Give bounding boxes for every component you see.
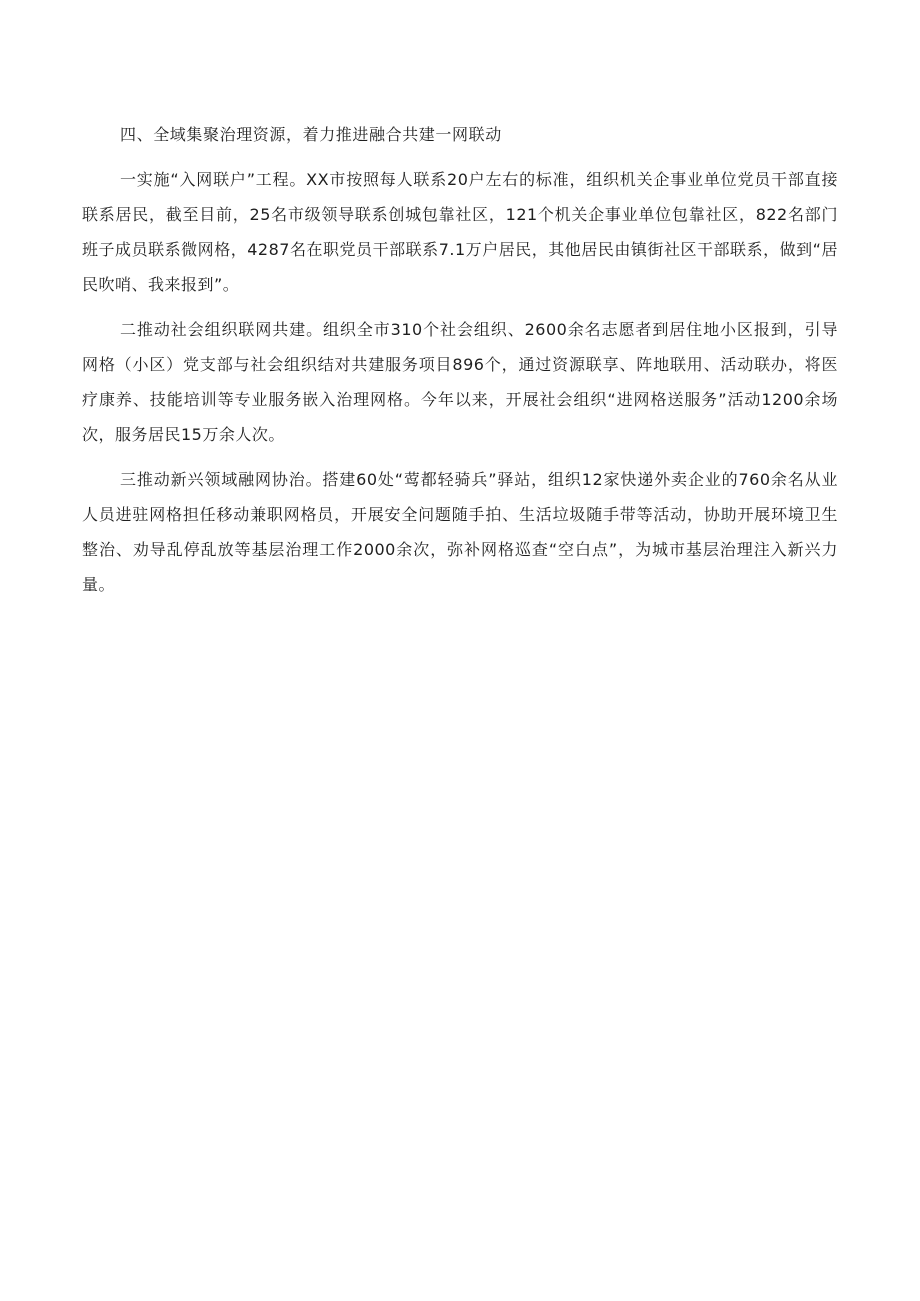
paragraph-new-sectors: 三推动新兴领域融网协治。搭建60处“莺都轻骑兵”驿站，组织12家快递外卖企业的760余名从业人员进驻网格担任移动兼职网格员，开展安全问题随手拍、生活垃圾随手带等活动，协助开展环境卫生整治、劝导乱停乱放等基层治理工作2000余次，弥补网格巡查“空白点”，为城市基层治理注入新兴力量。: [82, 470, 838, 594]
paragraph-social-organizations: 二推动社会组织联网共建。组织全市310个社会组织、2600余名志愿者到居住地小区报到，引导网格（小区）党支部与社会组织结对共建服务项目896个，通过资源联享、阵地联用、活动联办，将医疗康养、技能培训等专业服务嵌入治理网格。今年以来，开展社会组织“进网格送服务”活动1200余场次，服务居民15万余人次。: [82, 320, 838, 444]
section-heading: 四、全域集聚治理资源，着力推进融合共建一网联动: [120, 125, 502, 144]
document-body: [82, 117, 838, 612]
paragraph-network-households: 一实施“入网联户”工程。XX市按照每人联系20户左右的标准，组织机关企事业单位党员干部直接联系居民，截至目前，25名市级领导联系创城包靠社区，121个机关企事业单位包靠社区，822名部门班子成员联系微网格，4287名在职党员干部联系7.1万户居民，其他居民由镇街社区干部联系，做到“居民吹哨、我来报到”。: [82, 170, 838, 294]
